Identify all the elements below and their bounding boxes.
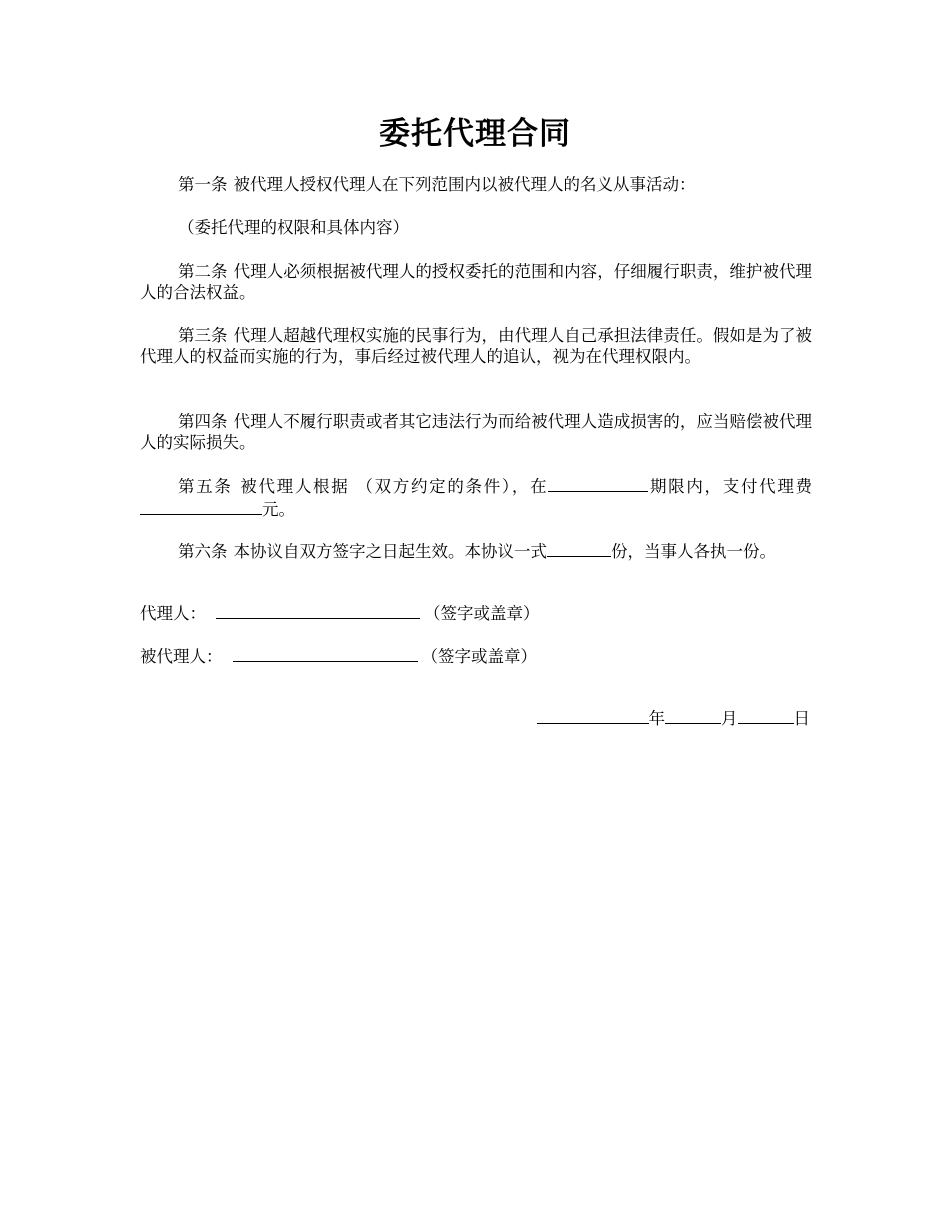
article-2 — [140, 261, 812, 303]
article-1-label: 第一条 — [178, 175, 228, 194]
principal-sign-note: （签字或盖章） — [421, 647, 537, 666]
delegation-scope-text: （委托代理的权限和具体内容） — [178, 218, 409, 237]
agent-sign-note: （签字或盖章） — [424, 604, 540, 623]
article-5 — [140, 474, 812, 520]
article-2-label: 第二条 — [178, 262, 228, 281]
article-1 — [140, 174, 812, 195]
article-4 — [140, 411, 812, 453]
delegation-scope-note — [178, 217, 850, 238]
article-5-text-part1: 被代理人根据 （双方约定的条件），在 — [238, 477, 549, 496]
agent-label: 代理人： — [140, 604, 206, 623]
agent-signature-row — [140, 601, 540, 624]
article-3 — [140, 325, 812, 367]
month-blank[interactable] — [665, 706, 721, 724]
fee-amount-blank[interactable] — [140, 497, 262, 515]
article-4-text: 代理人不履行职责或者其它违法行为而给被代理人造成损害的，应当赔偿被代理人的实际损失。 — [140, 412, 813, 452]
article-6 — [140, 539, 812, 562]
article-3-text: 代理人超越代理权实施的民事行为，由代理人自己承担法律责任。假如是为了被代理人的权益而实施的行为，事后经过被代理人的追认，视为在代理权限内。 — [140, 326, 813, 366]
article-5-text-part2: 期限内，支付代理费 — [648, 477, 813, 496]
period-blank[interactable] — [548, 474, 648, 492]
document-title: 委托代理合同 — [379, 116, 571, 152]
article-6-text-part2: 份，当事人各执一份。 — [611, 542, 776, 561]
date-row — [537, 706, 811, 729]
principal-signature-line[interactable] — [233, 644, 418, 662]
year-label: 年 — [648, 709, 665, 728]
article-1-text: 被代理人授权代理人在下列范围内以被代理人的名义从事活动： — [233, 175, 696, 194]
article-6-text-part1: 本协议自双方签字之日起生效。本协议一式 — [233, 542, 547, 561]
article-5-label: 第五条 — [178, 477, 233, 496]
copies-count-blank[interactable] — [547, 539, 611, 557]
article-2-text: 代理人必须根据被代理人的授权委托的范围和内容，仔细履行职责，维护被代理人的合法权益。 — [140, 262, 813, 302]
principal-label: 被代理人： — [140, 647, 223, 666]
article-6-label: 第六条 — [178, 542, 228, 561]
year-blank[interactable] — [537, 706, 649, 724]
article-5-text-part3: 元。 — [262, 500, 295, 519]
day-label: 日 — [793, 709, 810, 728]
agent-signature-line[interactable] — [216, 601, 420, 619]
article-4-label: 第四条 — [178, 412, 228, 431]
principal-signature-row — [140, 644, 537, 667]
month-label: 月 — [721, 709, 738, 728]
day-blank[interactable] — [738, 706, 794, 724]
article-3-label: 第三条 — [178, 326, 228, 345]
